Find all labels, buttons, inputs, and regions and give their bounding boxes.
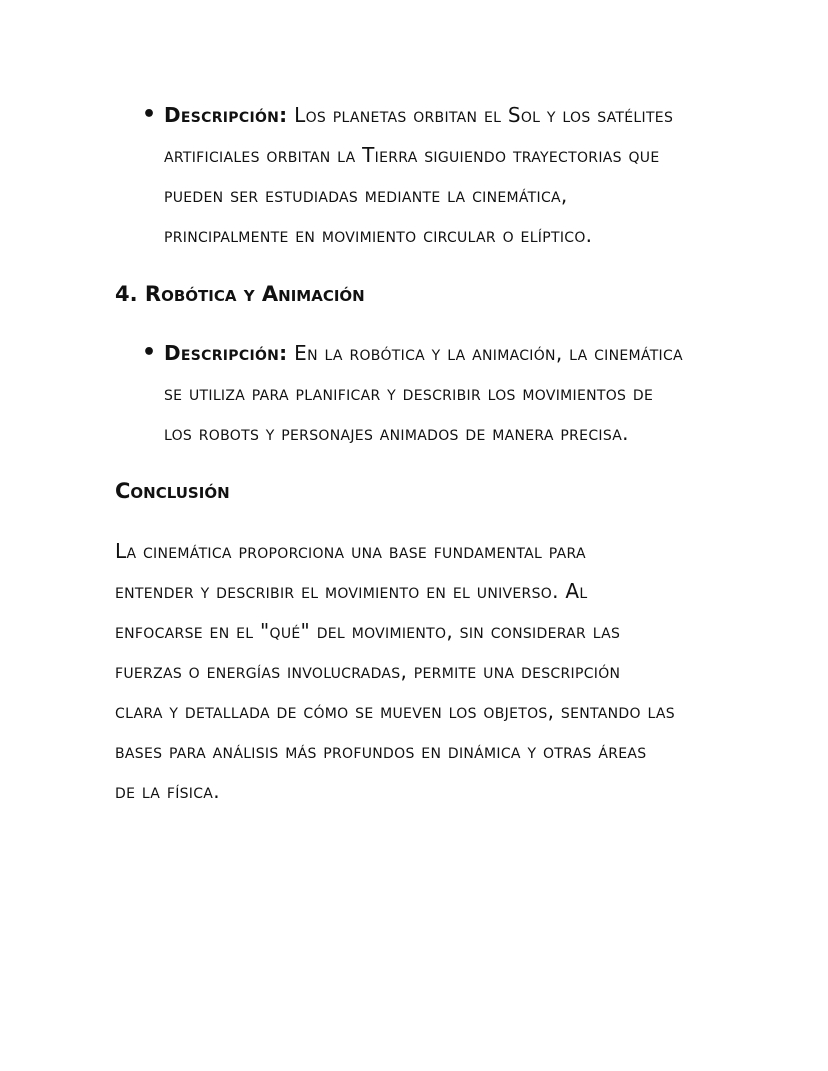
- paragraph-line: de la física.: [115, 779, 220, 803]
- bullet-item-astronomy: [142, 95, 762, 255]
- bullet-line-text: En la robótica y la animación, la cinemática: [287, 341, 683, 365]
- section-heading-robotics: 4. Robótica y Animación: [115, 282, 365, 306]
- bullet-line: se utiliza para planificar y describir los movimientos de: [164, 381, 654, 405]
- bullet-line: artificiales orbitan la Tierra siguiendo trayectorias que: [164, 143, 660, 167]
- section-heading-conclusion: Conclusión: [115, 479, 230, 503]
- bullet-label: Descripción:: [164, 341, 288, 365]
- bullet-line: [164, 95, 762, 135]
- bullet-line: [164, 333, 762, 373]
- bullet-label: Descripción:: [164, 103, 288, 127]
- bullet-line: los robots y personajes animados de manera precisa.: [164, 421, 629, 445]
- paragraph-line: entender y describir el movimiento en el universo. Al: [115, 579, 588, 603]
- conclusion-paragraph: [115, 531, 755, 811]
- bullet-text: [164, 333, 762, 453]
- bullet-item-robotics: [142, 333, 762, 453]
- paragraph-line: bases para análisis más profundos en dinámica y otras áreas: [115, 739, 647, 763]
- bullet-point: •: [142, 340, 157, 365]
- bullet-line: pueden ser estudiadas mediante la cinemática,: [164, 183, 568, 207]
- bullet-point: •: [142, 102, 157, 127]
- paragraph-line: La cinemática proporciona una base fundamental para: [115, 539, 586, 563]
- bullet-text: [164, 95, 762, 255]
- bullet-line: principalmente en movimiento circular o elíptico.: [164, 223, 593, 247]
- bullet-line-text: Los planetas orbitan el Sol y los satélites: [287, 103, 674, 127]
- paragraph-line: fuerzas o energías involucradas, permite una descripción: [115, 659, 621, 683]
- paragraph-line: enfocarse en el "qué" del movimiento, sin considerar las: [115, 619, 621, 643]
- paragraph-line: clara y detallada de cómo se mueven los objetos, sentando las: [115, 699, 675, 723]
